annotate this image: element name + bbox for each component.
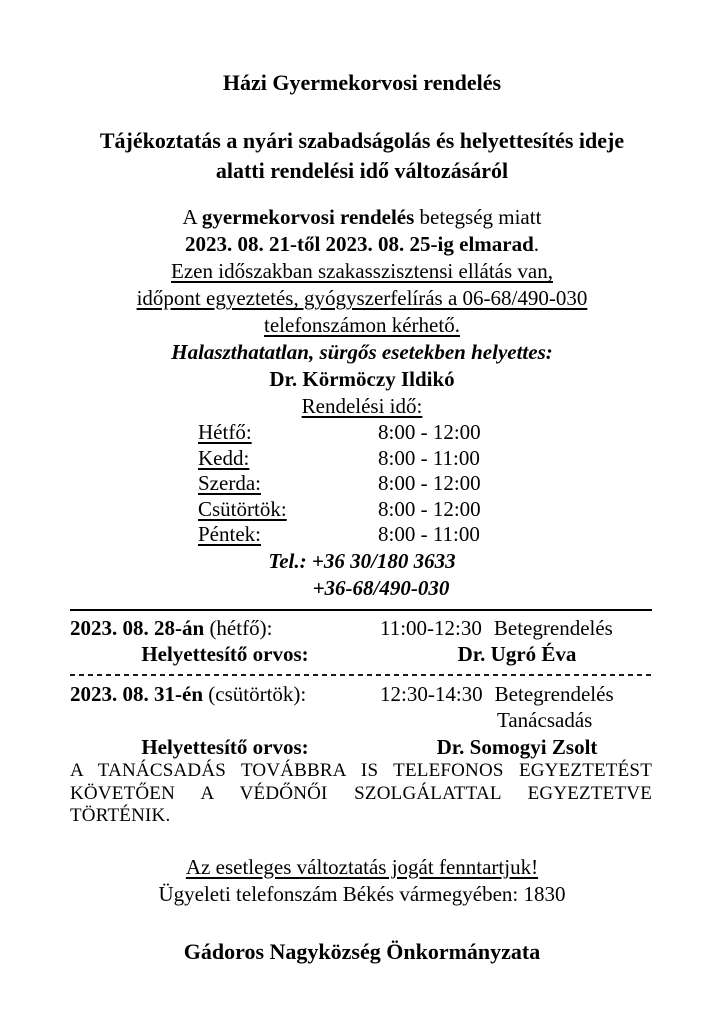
session-date: 2023. 08. 28-án (hétfő):	[70, 615, 273, 640]
assistant-care-line-3: telefonszámon kérhető.	[264, 313, 460, 337]
schedule-row	[198, 497, 724, 523]
time-value: 8:00 - 11:00	[378, 445, 480, 470]
session-time: 11:00-12:30	[380, 615, 482, 640]
session-time: 12:30-14:30	[380, 681, 483, 706]
intro-emphasis: gyermekorvosi rendelés	[201, 205, 415, 229]
intro-suffix: betegség miatt	[414, 205, 542, 229]
counseling-note-line: TÖRTÉNIK.	[70, 805, 171, 826]
doctor-name: Dr. Somogyi Zsolt	[436, 734, 598, 759]
time-value: 8:00 - 12:00	[378, 496, 481, 521]
session-type: Betegrendelés	[493, 615, 613, 640]
substitute-session-2	[0, 681, 724, 761]
session-doctor-row	[70, 641, 654, 668]
counseling-note-line: A TANÁCSADÁS TOVÁBBRA IS TELEFONOS EGYEZTETÉST	[70, 760, 652, 781]
session-time-type	[380, 615, 654, 642]
cancellation-dates: 2023. 08. 21-től 2023. 08. 25-ig elmarad	[184, 232, 534, 256]
intro-line	[0, 204, 724, 231]
cancellation-dates-line	[0, 231, 724, 258]
session-type: Tanácsadás	[497, 708, 593, 732]
contact-phones	[0, 548, 724, 602]
weekly-schedule	[198, 420, 724, 548]
document-subtitle	[0, 126, 724, 186]
page-title: Házi Gyermekorvosi rendelés	[222, 70, 502, 95]
session-type: Betegrendelés	[494, 681, 614, 706]
doctor-name: Dr. Ugró Éva	[457, 642, 577, 666]
schedule-row	[198, 471, 724, 497]
day-label: Péntek:	[198, 522, 261, 546]
schedule-title: Rendelési idő:	[301, 394, 423, 418]
day-label: Csütörtök:	[198, 496, 287, 521]
day-label: Hétfő:	[198, 420, 252, 444]
dashed-divider	[70, 674, 652, 676]
rights-note: Az esetleges változtatás jogát fenntartjuk!	[185, 854, 539, 879]
urgent-cases-line: Halaszthatatlan, sürgős esetekben helyettes:	[171, 340, 553, 364]
phone-line-1: Tel.: +36 30/180 3633	[268, 548, 456, 573]
substitute-label: Helyettesítő orvos:	[141, 642, 309, 666]
spacer	[0, 828, 724, 854]
subtitle-line-2: alatti rendelési idő változásáról	[215, 158, 509, 183]
session-schedule-row	[70, 615, 654, 642]
time-value: 8:00 - 11:00	[378, 522, 480, 546]
session-type-row	[70, 707, 654, 734]
municipality-name: Gádoros Nagyközség Önkormányzata	[183, 938, 541, 964]
time-value: 8:00 - 12:00	[378, 420, 481, 444]
assistant-care-line-1: Ezen időszakban szakasszisztensi ellátás van,	[171, 259, 553, 283]
session-schedule-row	[70, 681, 654, 708]
subtitle-line-1: Tájékoztatás a nyári szabadságolás és helyettesítés ideje	[99, 128, 625, 153]
substitute-label: Helyettesítő orvos:	[141, 734, 309, 759]
time-value: 8:00 - 12:00	[378, 471, 481, 495]
session-doctor-row	[70, 734, 654, 761]
assistant-care-line-2: időpont egyeztetés, gyógyszerfelírás a 06-68/490-030	[136, 286, 588, 310]
phone-line-2: +36-68/490-030	[312, 575, 450, 600]
cancellation-period: .	[533, 232, 540, 256]
session-time-type	[380, 681, 654, 708]
counseling-note	[0, 760, 724, 828]
substitute-session-1	[0, 615, 724, 668]
intro-prefix: A	[182, 205, 202, 229]
substitute-doctor-name: Dr. Körmöczy Ildikó	[269, 367, 455, 391]
emergency-phone-line: Ügyeleti telefonszám Békés vármegyében: 1830	[158, 882, 566, 906]
session-date: 2023. 08. 31-én (csütörtök):	[70, 681, 307, 706]
solid-divider	[70, 609, 652, 611]
counseling-note-line: KÖVETŐEN A VÉDŐNŐI SZOLGÁLATTAL EGYEZTETVE	[70, 782, 652, 804]
schedule-row	[198, 522, 724, 548]
schedule-row	[198, 420, 724, 446]
day-label: Szerda:	[198, 471, 261, 495]
day-label: Kedd:	[198, 445, 250, 470]
schedule-row	[198, 446, 724, 472]
